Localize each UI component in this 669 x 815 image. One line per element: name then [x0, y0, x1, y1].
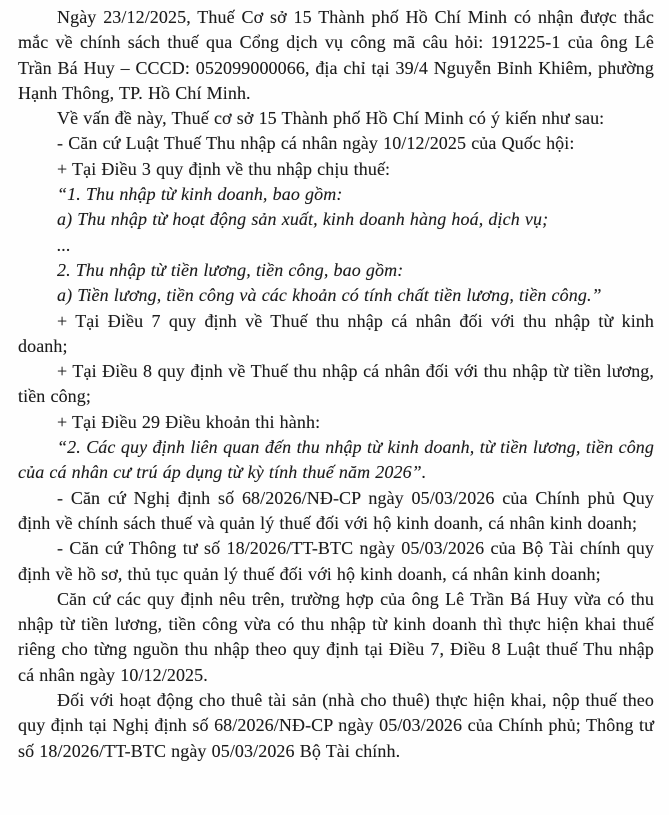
cite-decree-68: - Căn cứ Nghị định số 68/2026/NĐ-CP ngày 05/03/2026 của Chính phủ Quy định về chính sách thuế và quản lý thuế đối với hộ kinh doanh, cá nhân kinh doanh; [18, 487, 654, 533]
cite-article-8: + Tại Điều 8 quy định về Thuế thu nhập cá nhân đối với thu nhập từ tiền lương, tiền công; [18, 361, 654, 407]
cite-circular-18: - Căn cứ Thông tư số 18/2026/TT-BTC ngày 05/03/2026 của Bộ Tài chính quy định về hồ sơ, thủ tục quản lý thuế đối với hộ kinh doanh, cá nhân kinh doanh; [18, 538, 654, 584]
cite-article-7: + Tại Điều 7 quy định về Thuế thu nhập cá nhân đối với thu nhập từ kinh doanh; [18, 310, 654, 356]
quote-ellipsis: ... [57, 234, 71, 255]
cite-article-3: + Tại Điều 3 quy định về thu nhập chịu thuế: [57, 158, 391, 179]
quote-article-29: “2. Các quy định liên quan đến thu nhập từ kinh doanh, từ tiền lương, tiền công của cá nhân cư trú áp dụng từ kỳ tính thuế năm 2026”. [18, 437, 654, 483]
quote-business-income-a: a) Thu nhập từ hoạt động sản xuất, kinh doanh hàng hoá, dịch vụ; [57, 209, 549, 230]
quote-salary-income-a: a) Tiền lương, tiền công và các khoản có tính chất tiền lương, tiền công.” [57, 285, 602, 306]
cite-article-29: + Tại Điều 29 Điều khoản thi hành: [57, 411, 321, 432]
para-opinion-intro: Về vấn đề này, Thuế cơ sở 15 Thành phố Hồ Chí Minh có ý kiến như sau: [57, 108, 605, 129]
cite-pit-law: - Căn cứ Luật Thuế Thu nhập cá nhân ngày 10/12/2025 của Quốc hội: [57, 133, 575, 154]
quote-business-income: “1. Thu nhập từ kinh doanh, bao gồm: [57, 184, 343, 205]
quote-salary-income: 2. Thu nhập từ tiền lương, tiền công, bao gồm: [57, 259, 404, 280]
para-receipt-info: Ngày 23/12/2025, Thuế Cơ sở 15 Thành phố Hồ Chí Minh có nhận được thắc mắc về chính sách thuế qua Cổng dịch vụ công mã câu hỏi: 191225-1 của ông Lê Trần Bá Huy – CCCD: 052099000066, địa chỉ tại 39/4 Nguyễn Bỉnh Khiêm, phường Hạnh Thông, TP. Hồ Chí Minh. [18, 7, 654, 103]
para-conclusion: Căn cứ các quy định nêu trên, trường hợp của ông Lê Trần Bá Huy vừa có thu nhập từ tiền lương, tiền công vừa có thu nhập từ kinh doanh thì thực hiện khai thuế riêng cho từng nguồn thu nhập theo quy định tại Điều 7, Điều 8 Luật thuế Thu nhập cá nhân ngày 10/12/2025. [18, 588, 654, 685]
document-body [18, 5, 654, 764]
para-rental-property: Đối với hoạt động cho thuê tài sản (nhà cho thuê) thực hiện khai, nộp thuế theo quy định tại Nghị định số 68/2026/NĐ-CP ngày 05/03/2026 của Chính phủ; Thông tư số 18/2026/TT-BTC ngày 05/03/2026 Bộ Tài chính. [18, 690, 654, 761]
